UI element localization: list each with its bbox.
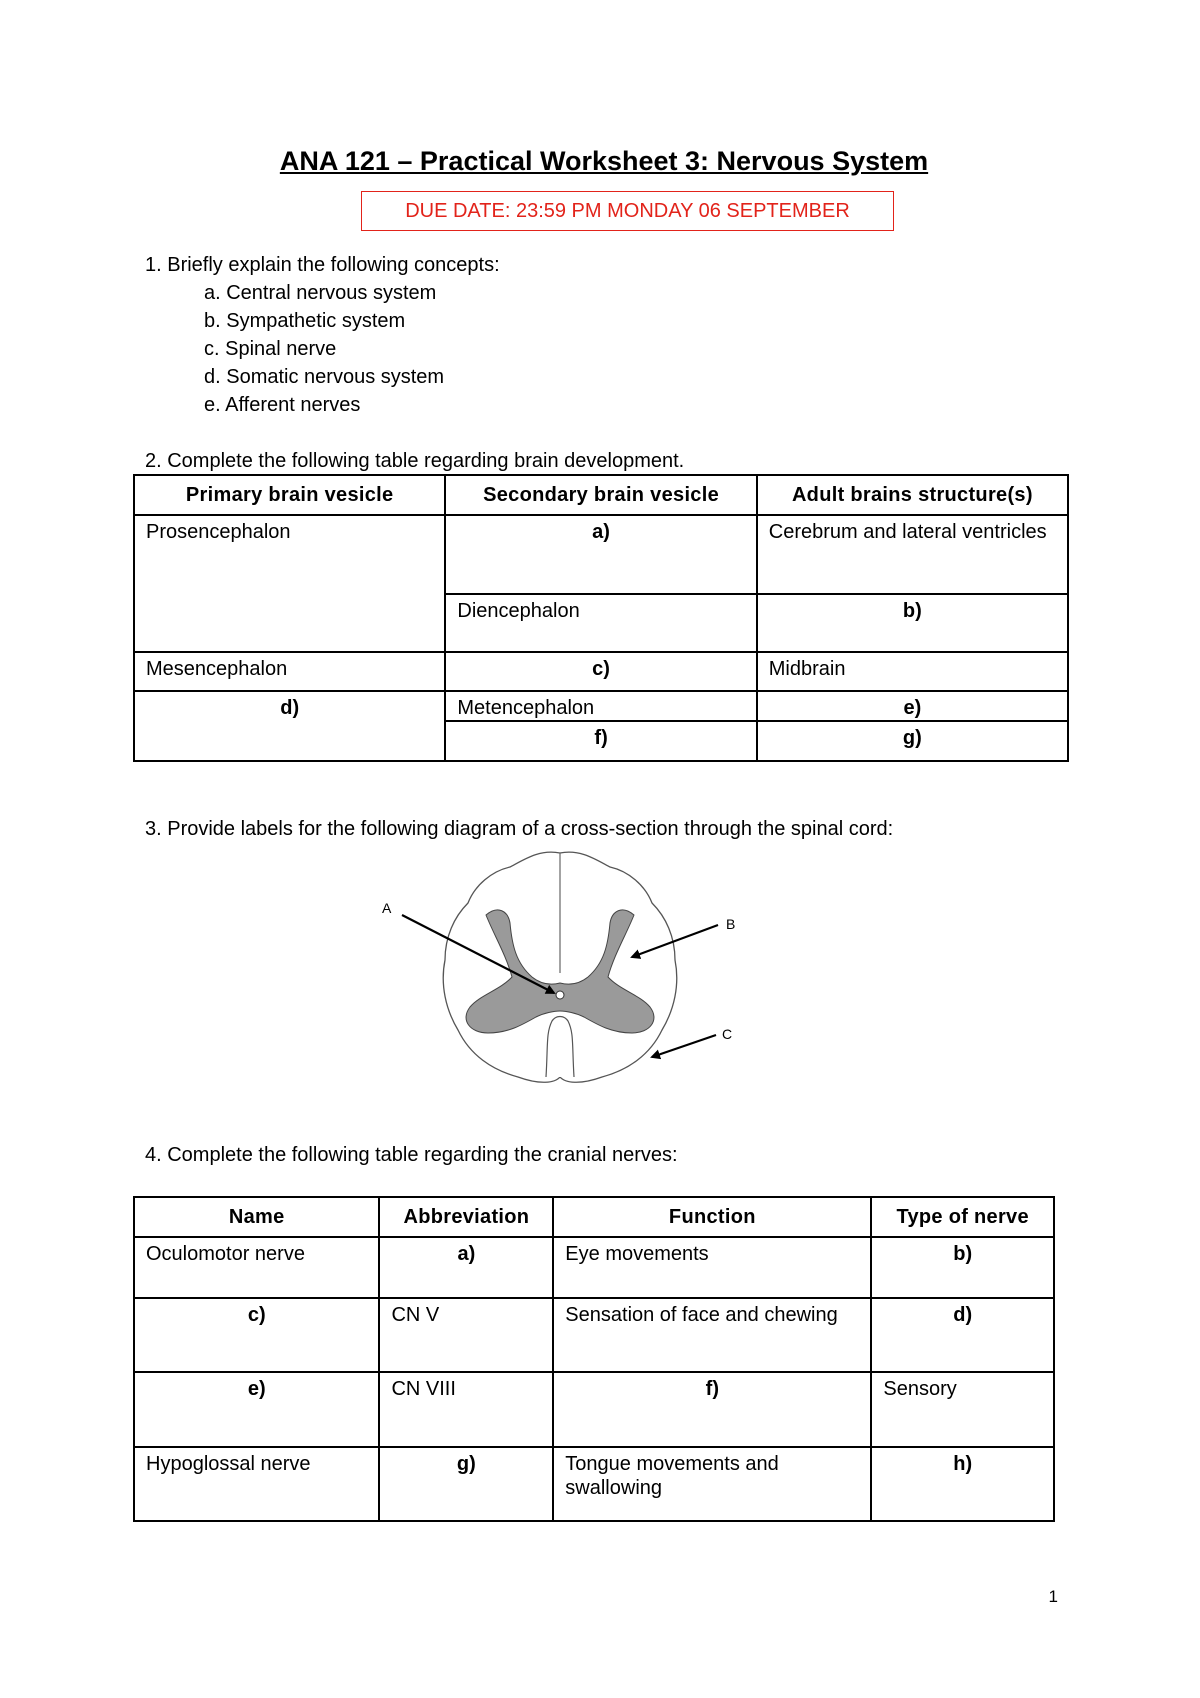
table-header: Secondary brain vesicle: [445, 475, 756, 515]
q1-item-e: e. Afferent nerves: [204, 394, 361, 416]
table-header: Type of nerve: [871, 1197, 1054, 1237]
q1-item-b: b. Sympathetic system: [204, 310, 406, 332]
q1-item-a: a. Central nervous system: [204, 282, 437, 304]
table-header: Primary brain vesicle: [134, 475, 445, 515]
answer-cell-b[interactable]: b): [757, 594, 1068, 652]
label-b: B: [726, 916, 736, 932]
table-cell: Eye movements: [553, 1237, 871, 1298]
question-3: 3. Provide labels for the following diagram of a cross-section through the spinal cord:: [145, 818, 894, 840]
table-cell: Tongue movements and swallowing: [553, 1447, 871, 1521]
answer-cell-c[interactable]: c): [445, 652, 756, 691]
table-header: Adult brains structure(s): [757, 475, 1068, 515]
table-cell: Sensation of face and chewing: [553, 1298, 871, 1372]
label-c: C: [722, 1026, 733, 1042]
answer-cell-f[interactable]: f): [553, 1372, 871, 1447]
table-cell: Sensory: [871, 1372, 1054, 1447]
arrow-c: [652, 1035, 716, 1057]
table-cell: CN VIII: [379, 1372, 553, 1447]
answer-cell-d[interactable]: d): [871, 1298, 1054, 1372]
table-cell: Diencephalon: [445, 594, 756, 652]
table-cell: CN V: [379, 1298, 553, 1372]
answer-cell-e[interactable]: e): [134, 1372, 379, 1447]
question-4: 4. Complete the following table regarding the cranial nerves:: [145, 1144, 678, 1166]
table-header: Abbreviation: [379, 1197, 553, 1237]
table-cell: Mesencephalon: [134, 652, 445, 691]
answer-cell-c[interactable]: c): [134, 1298, 379, 1372]
question-1: 1. Briefly explain the following concepts:: [145, 254, 500, 276]
answer-cell-h[interactable]: h): [871, 1447, 1054, 1521]
table-header: Function: [553, 1197, 871, 1237]
table-header: Name: [134, 1197, 379, 1237]
answer-cell-e[interactable]: e): [757, 691, 1068, 721]
brain-development-table: [133, 474, 1069, 762]
answer-cell-b[interactable]: b): [871, 1237, 1054, 1298]
table-cell: Oculomotor nerve: [134, 1237, 379, 1298]
answer-cell-a[interactable]: a): [379, 1237, 553, 1298]
table-cell: Hypoglossal nerve: [134, 1447, 379, 1521]
page-number: 1: [1048, 1587, 1058, 1606]
due-date-box: DUE DATE: 23:59 PM MONDAY 06 SEPTEMBER: [361, 191, 894, 231]
spinal-cord-diagram: [370, 845, 750, 1115]
table-cell: Prosencephalon: [134, 515, 445, 652]
page-title: ANA 121 – Practical Worksheet 3: Nervous System: [279, 146, 929, 176]
answer-cell-a[interactable]: a): [445, 515, 756, 594]
answer-cell-d[interactable]: d): [134, 691, 445, 761]
answer-cell-g[interactable]: g): [379, 1447, 553, 1521]
q1-item-c: c. Spinal nerve: [204, 338, 337, 360]
question-2: 2. Complete the following table regarding brain development.: [145, 450, 685, 472]
cranial-nerves-table: [133, 1196, 1055, 1522]
table-cell: Cerebrum and lateral ventricles: [757, 515, 1068, 594]
table-cell: Midbrain: [757, 652, 1068, 691]
table-cell: Metencephalon: [445, 691, 756, 721]
label-a: A: [382, 900, 392, 916]
answer-cell-f[interactable]: f): [445, 721, 756, 761]
q1-item-d: d. Somatic nervous system: [204, 366, 445, 388]
answer-cell-g[interactable]: g): [757, 721, 1068, 761]
